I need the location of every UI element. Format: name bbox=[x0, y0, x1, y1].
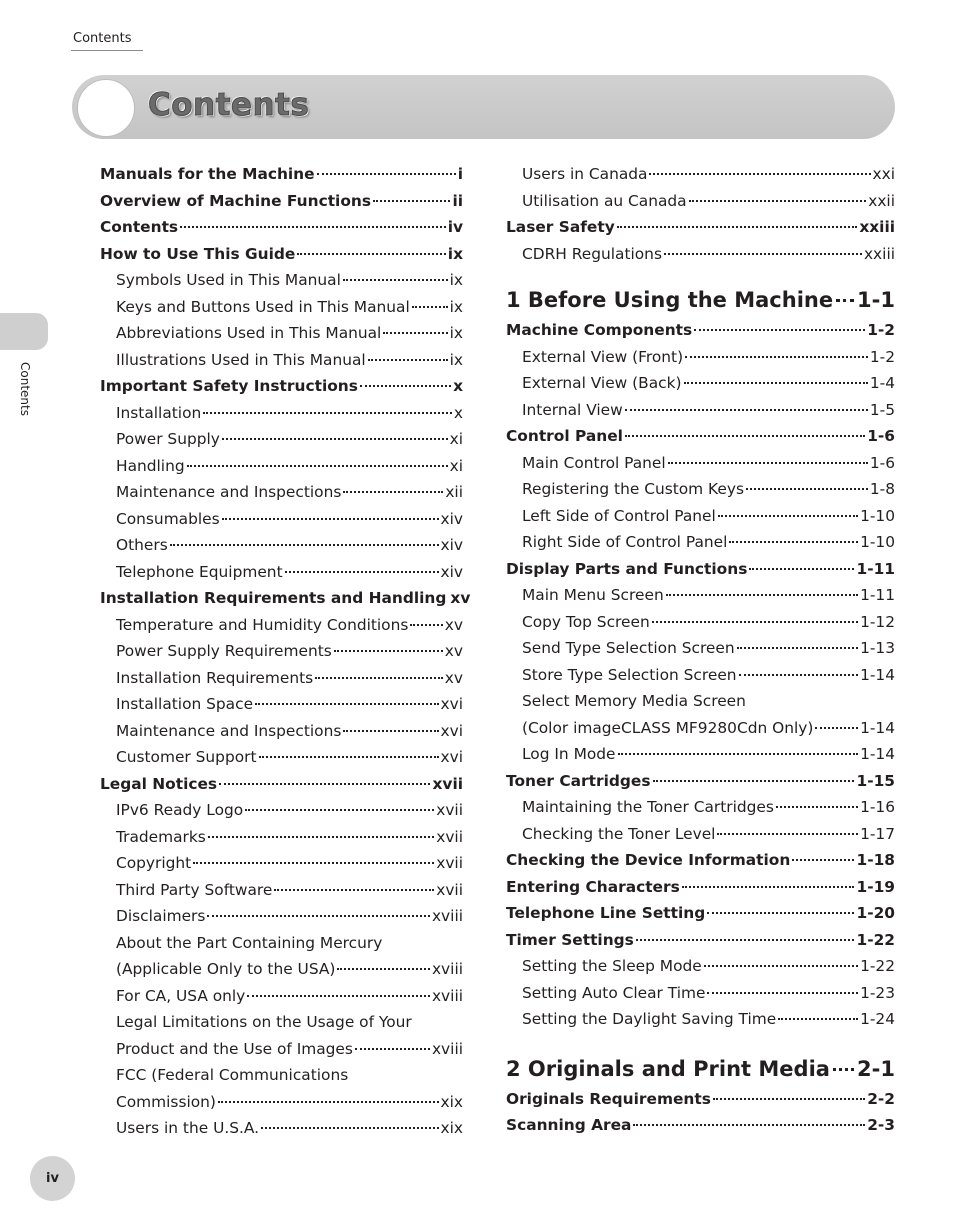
dot-leader bbox=[412, 306, 448, 308]
toc-entry-title: Installation Space bbox=[116, 695, 254, 713]
toc-entry-title: Store Type Selection Screen bbox=[522, 665, 737, 684]
toc-subentry[interactable] bbox=[100, 1009, 463, 1036]
toc-entry-page: xvii bbox=[436, 880, 463, 899]
toc-subentry[interactable] bbox=[100, 532, 463, 559]
dot-leader bbox=[274, 889, 434, 891]
toc-entry[interactable] bbox=[100, 373, 463, 400]
toc-entry-title: Right Side of Control Panel bbox=[522, 533, 728, 551]
toc-entry-title: Overview of Machine Functions bbox=[100, 191, 372, 210]
dot-leader bbox=[668, 462, 868, 464]
dot-leader bbox=[713, 1098, 865, 1100]
dot-leader bbox=[652, 621, 858, 623]
toc-entry-page: xiv bbox=[440, 509, 463, 528]
dot-leader bbox=[207, 915, 430, 917]
toc-entry[interactable] bbox=[100, 771, 463, 798]
toc-entry-title: Setting Auto Clear Time bbox=[522, 983, 706, 1002]
toc-entry-page: xxii bbox=[868, 191, 895, 210]
toc-subentry[interactable] bbox=[506, 503, 895, 530]
toc-entry-title: Legal Notices bbox=[100, 774, 218, 793]
toc-subentry[interactable] bbox=[100, 665, 463, 692]
dot-leader bbox=[383, 332, 447, 334]
dot-leader bbox=[360, 385, 451, 387]
toc-subentry[interactable] bbox=[100, 267, 463, 294]
toc-entry[interactable] bbox=[506, 847, 895, 874]
dot-leader bbox=[815, 727, 858, 729]
dot-leader bbox=[778, 1018, 858, 1020]
toc-subentry[interactable] bbox=[506, 953, 895, 980]
chapter-heading[interactable] bbox=[506, 1053, 895, 1086]
toc-entry-page: 1-10 bbox=[860, 533, 895, 551]
toc-entry-title: Maintenance and Inspections bbox=[116, 483, 342, 501]
dot-leader bbox=[219, 783, 430, 785]
toc-entry-title: Telephone Equipment bbox=[116, 562, 283, 581]
dot-leader bbox=[625, 409, 868, 411]
toc-entry-page: xix bbox=[440, 1119, 463, 1137]
dot-leader bbox=[718, 515, 858, 517]
toc-entry-title: Third Party Software bbox=[116, 880, 273, 899]
toc-entry-page: 1-2 bbox=[869, 347, 895, 366]
toc-entry-title: Temperature and Humidity Conditions bbox=[116, 615, 409, 634]
chapter-title: 1 Before Using the Machine bbox=[506, 288, 834, 312]
toc-entry-page: 1-6 bbox=[869, 453, 895, 472]
dot-leader bbox=[285, 571, 439, 573]
toc-entry-title: External View (Back) bbox=[522, 374, 682, 392]
toc-entry-page: 1-12 bbox=[860, 612, 895, 631]
toc-entry-page: x bbox=[453, 403, 463, 422]
toc-entry-title: How to Use This Guide bbox=[100, 244, 296, 263]
dot-leader bbox=[717, 833, 858, 835]
toc-entry-page: xxi bbox=[872, 165, 895, 183]
chapter-page: 2-1 bbox=[857, 1056, 895, 1081]
toc-entry-title: (Applicable Only to the USA) bbox=[116, 960, 336, 978]
toc-entry-title: Left Side of Control Panel bbox=[522, 506, 716, 525]
page-number: iv bbox=[30, 1156, 75, 1201]
toc-entry-page: 2-2 bbox=[867, 1089, 895, 1108]
toc-entry[interactable] bbox=[100, 214, 463, 241]
toc-entry-title: Display Parts and Functions bbox=[506, 559, 748, 578]
dot-leader bbox=[689, 200, 867, 202]
toc-entry-page: ix bbox=[447, 244, 463, 263]
dot-leader bbox=[633, 1124, 865, 1126]
toc-entry-page: 1-22 bbox=[856, 930, 895, 949]
dot-leader bbox=[222, 518, 439, 520]
toc-subentry[interactable] bbox=[506, 741, 895, 768]
toc-subentry[interactable] bbox=[506, 688, 895, 715]
dot-leader bbox=[707, 992, 858, 994]
toc-entry-title: Installation bbox=[116, 403, 202, 422]
toc-entry-page: xiv bbox=[440, 562, 463, 581]
toc-subentry[interactable] bbox=[100, 638, 463, 665]
toc-subentry[interactable] bbox=[100, 479, 463, 506]
toc-entry-title: Scanning Area bbox=[506, 1116, 632, 1134]
toc-subentry[interactable] bbox=[100, 1089, 463, 1116]
toc-entry-title: Copy Top Screen bbox=[522, 612, 650, 631]
toc-entry-page: 1-20 bbox=[856, 904, 895, 922]
toc-entry-page: xvi bbox=[440, 748, 463, 766]
toc-entry-page: xviii bbox=[431, 907, 463, 925]
toc-entry-title: FCC (Federal Communications bbox=[116, 1066, 349, 1084]
toc-entry-title: IPv6 Ready Logo bbox=[116, 801, 244, 819]
toc-subentry[interactable] bbox=[100, 718, 463, 745]
toc-entry-page: xviii bbox=[431, 960, 463, 978]
toc-entry-page: xv bbox=[444, 668, 463, 687]
toc-subentry[interactable] bbox=[100, 850, 463, 877]
toc-entry-page: 1-14 bbox=[860, 745, 895, 763]
side-tab-label: Contents bbox=[18, 362, 32, 416]
dot-leader bbox=[343, 730, 438, 732]
dot-leader bbox=[739, 674, 859, 676]
toc-subentry[interactable] bbox=[506, 241, 895, 268]
dot-leader bbox=[261, 1127, 438, 1129]
toc-entry-page: ix bbox=[449, 324, 463, 342]
toc-entry-title: Telephone Line Setting bbox=[506, 904, 706, 922]
dot-leader bbox=[649, 173, 870, 175]
toc-entry-page: 1-17 bbox=[860, 824, 895, 843]
toc-entry-page: 1-6 bbox=[867, 427, 895, 445]
toc-entry-title: Maintenance and Inspections bbox=[116, 721, 342, 740]
toc-entry-page: 1-14 bbox=[860, 665, 895, 684]
toc-subentry[interactable] bbox=[100, 453, 463, 480]
dot-leader bbox=[636, 939, 855, 941]
toc-entry-title: Abbreviations Used in This Manual bbox=[116, 324, 382, 342]
toc-entry-title: Copyright bbox=[116, 854, 192, 872]
toc-entry[interactable] bbox=[506, 768, 895, 795]
toc-entry-page: xv bbox=[444, 615, 463, 634]
toc-entry-title: CDRH Regulations bbox=[522, 244, 662, 263]
toc-subentry[interactable] bbox=[100, 877, 463, 904]
toc-entry-page: iv bbox=[447, 218, 463, 236]
banner-circle-decoration bbox=[77, 79, 135, 137]
toc-entry[interactable] bbox=[506, 214, 895, 241]
toc-subentry[interactable] bbox=[506, 344, 895, 371]
chapter-heading[interactable] bbox=[506, 284, 895, 317]
toc-subentry[interactable] bbox=[100, 1036, 463, 1063]
toc-entry-title: Setting the Daylight Saving Time bbox=[522, 1010, 777, 1028]
dot-leader bbox=[792, 859, 854, 861]
toc-subentry[interactable] bbox=[100, 956, 463, 983]
toc-entry[interactable] bbox=[506, 423, 895, 450]
toc-entry-page: 1-14 bbox=[860, 718, 895, 737]
dot-leader bbox=[297, 253, 445, 255]
dot-leader bbox=[208, 836, 434, 838]
dot-leader bbox=[355, 1048, 430, 1050]
toc-subentry[interactable] bbox=[100, 612, 463, 639]
toc-subentry[interactable] bbox=[506, 715, 895, 742]
toc-entry-page: xi bbox=[449, 456, 463, 475]
toc-entry-title: Handling bbox=[116, 456, 185, 475]
toc-subentry[interactable] bbox=[100, 744, 463, 771]
toc-subentry[interactable] bbox=[506, 980, 895, 1007]
toc-entry-page: 1-11 bbox=[860, 586, 895, 604]
dot-leader bbox=[187, 465, 448, 467]
toc-subentry[interactable] bbox=[506, 188, 895, 215]
dot-leader bbox=[685, 356, 868, 358]
toc-entry-title: For CA, USA only bbox=[116, 986, 246, 1005]
dot-leader bbox=[707, 912, 854, 914]
toc-entry-title: Utilisation au Canada bbox=[522, 191, 687, 210]
page-title: Contents bbox=[148, 87, 310, 123]
toc-entry-page: xviii bbox=[431, 986, 463, 1005]
dot-leader bbox=[625, 435, 865, 437]
toc-subentry[interactable] bbox=[506, 450, 895, 477]
dot-leader bbox=[618, 753, 859, 755]
toc-entry-title: About the Part Containing Mercury bbox=[116, 933, 383, 952]
dot-leader bbox=[180, 226, 446, 228]
toc-subentry[interactable] bbox=[100, 506, 463, 533]
dot-leader bbox=[247, 995, 430, 997]
dot-leader bbox=[334, 650, 443, 652]
dot-leader bbox=[737, 647, 858, 649]
toc-entry-title: Power Supply Requirements bbox=[116, 642, 332, 660]
toc-entry-title: Checking the Toner Level bbox=[522, 824, 716, 843]
toc-subentry[interactable] bbox=[506, 161, 895, 188]
toc-right-column bbox=[506, 161, 895, 1139]
dot-leader bbox=[343, 279, 448, 281]
toc-entry[interactable] bbox=[506, 556, 895, 583]
toc-entry-title: Registering the Custom Keys bbox=[522, 480, 744, 498]
toc-entry-title: Keys and Buttons Used in This Manual bbox=[116, 297, 410, 316]
toc-entry-title: Important Safety Instructions bbox=[100, 377, 358, 395]
toc-entry-title: Machine Components bbox=[506, 321, 693, 339]
toc-subentry[interactable] bbox=[100, 691, 463, 718]
dot-leader bbox=[373, 200, 450, 202]
dot-leader bbox=[653, 780, 855, 782]
toc-entry-page: xxiii bbox=[859, 218, 895, 236]
toc-subentry[interactable] bbox=[100, 1062, 463, 1089]
toc-subentry[interactable] bbox=[506, 529, 895, 556]
toc-entry-title: Checking the Device Information bbox=[506, 851, 791, 869]
toc-entry-title: Users in Canada bbox=[522, 165, 648, 183]
toc-subentry[interactable] bbox=[100, 930, 463, 957]
toc-entry-title: Legal Limitations on the Usage of Your bbox=[116, 1013, 412, 1031]
toc-entry-page: xvii bbox=[436, 801, 463, 819]
dot-leader bbox=[746, 488, 868, 490]
toc-subentry[interactable] bbox=[100, 347, 463, 374]
toc-entry[interactable] bbox=[506, 1086, 895, 1113]
dot-leader bbox=[617, 226, 858, 228]
toc-entry[interactable] bbox=[506, 874, 895, 901]
toc-entry-title: Toner Cartridges bbox=[506, 771, 651, 790]
toc-subentry[interactable] bbox=[506, 821, 895, 848]
dot-leader bbox=[259, 756, 439, 758]
toc-subentry[interactable] bbox=[100, 426, 463, 453]
toc-entry-page: 1-13 bbox=[860, 639, 895, 657]
dot-leader bbox=[337, 968, 430, 970]
toc-entry-page: ii bbox=[452, 191, 463, 210]
toc-entry-page: 1-5 bbox=[869, 400, 895, 419]
toc-entry-page: 1-24 bbox=[860, 1010, 895, 1028]
toc-entry-title: Product and the Use of Images bbox=[116, 1039, 353, 1058]
toc-entry-page: xvii bbox=[436, 827, 463, 846]
toc-subentry[interactable] bbox=[100, 824, 463, 851]
toc-entry-page: 1-18 bbox=[856, 851, 895, 869]
dot-leader bbox=[193, 862, 434, 864]
toc-subentry[interactable] bbox=[506, 582, 895, 609]
toc-subentry[interactable] bbox=[100, 903, 463, 930]
side-tab[interactable] bbox=[0, 313, 48, 350]
toc-subentry[interactable] bbox=[506, 635, 895, 662]
dot-leader bbox=[694, 329, 865, 331]
toc-entry-page: xii bbox=[445, 483, 463, 501]
toc-entry[interactable] bbox=[506, 900, 895, 927]
dot-leader bbox=[315, 677, 443, 679]
toc-entry-title: Timer Settings bbox=[506, 930, 634, 949]
toc-entry-title: Users in the U.S.A. bbox=[116, 1119, 260, 1137]
dot-leader bbox=[203, 412, 452, 414]
chapter-page: 1-1 bbox=[857, 288, 895, 312]
toc-left-column bbox=[100, 161, 471, 1142]
toc-entry-page: xiv bbox=[440, 536, 463, 554]
dot-leader bbox=[222, 438, 448, 440]
toc-entry-page: x bbox=[453, 377, 463, 395]
toc-entry-page: 1-23 bbox=[860, 983, 895, 1002]
toc-entry-title: Main Menu Screen bbox=[522, 586, 664, 604]
toc-subentry[interactable] bbox=[100, 294, 463, 321]
toc-entry-page: xvi bbox=[440, 721, 463, 740]
toc-entry-page: 1-2 bbox=[867, 321, 895, 339]
toc-entry-title: Manuals for the Machine bbox=[100, 165, 315, 183]
toc-entry-page: xvii bbox=[432, 774, 463, 793]
toc-entry-title: Symbols Used in This Manual bbox=[116, 271, 341, 289]
toc-entry[interactable] bbox=[100, 161, 463, 188]
toc-entry[interactable] bbox=[100, 188, 463, 215]
toc-entry[interactable] bbox=[506, 317, 895, 344]
dot-leader bbox=[682, 886, 855, 888]
dot-leader bbox=[245, 809, 434, 811]
toc-entry-title: Setting the Sleep Mode bbox=[522, 957, 702, 975]
toc-entry-title: Installation Requirements bbox=[116, 668, 314, 687]
dot-leader bbox=[833, 1068, 854, 1071]
toc-entry-title: Send Type Selection Screen bbox=[522, 639, 735, 657]
dot-leader bbox=[410, 624, 442, 626]
header-rule bbox=[71, 50, 143, 51]
toc-entry-title: Consumables bbox=[116, 509, 220, 528]
toc-entry-page: xi bbox=[449, 430, 463, 448]
toc-entry-page: i bbox=[457, 165, 463, 183]
toc-entry-page: 1-16 bbox=[860, 798, 895, 816]
toc-entry[interactable] bbox=[100, 241, 463, 268]
running-header: Contents bbox=[73, 31, 132, 46]
toc-entry-page: 1-19 bbox=[856, 877, 895, 896]
chapter-title: 2 Originals and Print Media bbox=[506, 1056, 830, 1081]
dot-leader bbox=[666, 594, 858, 596]
dot-leader bbox=[218, 1101, 439, 1103]
toc-entry-title: Log In Mode bbox=[522, 745, 616, 763]
dot-leader bbox=[704, 965, 858, 967]
dot-leader bbox=[343, 491, 443, 493]
toc-subentry[interactable] bbox=[100, 320, 463, 347]
toc-subentry[interactable] bbox=[506, 662, 895, 689]
dot-leader bbox=[684, 382, 868, 384]
toc-entry-title: Illustrations Used in This Manual bbox=[116, 350, 366, 369]
toc-entry-page: 1-4 bbox=[869, 374, 895, 392]
toc-entry-page: ix bbox=[449, 297, 463, 316]
toc-entry-title: Main Control Panel bbox=[522, 453, 666, 472]
toc-entry-title: Disclaimers bbox=[116, 907, 206, 925]
toc-subentry[interactable] bbox=[100, 983, 463, 1010]
toc-entry-page: xvi bbox=[440, 695, 463, 713]
dot-leader bbox=[255, 703, 438, 705]
toc-entry-page: 1-10 bbox=[860, 506, 895, 525]
toc-entry-title: Trademarks bbox=[116, 827, 206, 846]
toc-entry[interactable] bbox=[506, 927, 895, 954]
toc-entry-title: Customer Support bbox=[116, 748, 257, 766]
toc-entry-title: External View (Front) bbox=[522, 347, 684, 366]
toc-entry[interactable] bbox=[100, 585, 471, 612]
dot-leader bbox=[170, 544, 439, 546]
toc-entry-title: Originals Requirements bbox=[506, 1089, 711, 1108]
toc-entry[interactable] bbox=[506, 1112, 895, 1139]
toc-subentry[interactable] bbox=[506, 609, 895, 636]
toc-entry-page: ix bbox=[449, 271, 463, 289]
dot-leader bbox=[317, 173, 456, 175]
toc-entry-page: xix bbox=[440, 1092, 463, 1111]
toc-subentry[interactable] bbox=[100, 1115, 463, 1142]
dot-leader bbox=[836, 299, 854, 302]
toc-entry-page: 2-3 bbox=[867, 1116, 895, 1134]
toc-subentry[interactable] bbox=[506, 794, 895, 821]
toc-entry-title: Control Panel bbox=[506, 427, 623, 445]
toc-entry-page: xvii bbox=[436, 854, 463, 872]
dot-leader bbox=[664, 253, 862, 255]
toc-subentry[interactable] bbox=[506, 370, 895, 397]
toc-entry-title: Power Supply bbox=[116, 430, 220, 448]
toc-entry-title: Select Memory Media Screen bbox=[522, 692, 746, 710]
toc-entry-title: (Color imageCLASS MF9280Cdn Only) bbox=[522, 718, 814, 737]
toc-subentry[interactable] bbox=[506, 1006, 895, 1033]
toc-entry-page: xviii bbox=[431, 1039, 463, 1058]
toc-entry-title: Entering Characters bbox=[506, 877, 680, 896]
dot-leader bbox=[749, 568, 854, 570]
toc-subentry[interactable] bbox=[506, 397, 895, 424]
toc-entry-title: Maintaining the Toner Cartridges bbox=[522, 798, 774, 816]
toc-entry-page: 1-11 bbox=[856, 559, 895, 578]
dot-leader bbox=[729, 541, 858, 543]
dot-leader bbox=[776, 806, 858, 808]
toc-entry-title: Commission) bbox=[116, 1092, 216, 1111]
toc-entry-title: Laser Safety bbox=[506, 218, 615, 236]
toc-entry-title: Internal View bbox=[522, 400, 623, 419]
toc-entry-page: 1-8 bbox=[869, 480, 895, 498]
toc-entry-page: ix bbox=[449, 350, 463, 369]
dot-leader bbox=[368, 359, 448, 361]
toc-entry-page: xv bbox=[450, 589, 471, 607]
toc-subentry[interactable] bbox=[100, 797, 463, 824]
toc-entry-page: xv bbox=[444, 642, 463, 660]
toc-subentry[interactable] bbox=[100, 400, 463, 427]
toc-subentry[interactable] bbox=[100, 559, 463, 586]
toc-entry-title: Others bbox=[116, 536, 168, 554]
toc-entry-title: Contents bbox=[100, 218, 179, 236]
toc-entry-page: 1-15 bbox=[856, 771, 895, 790]
toc-entry-page: 1-22 bbox=[860, 957, 895, 975]
toc-entry-page: xxiii bbox=[863, 244, 895, 263]
toc-entry-title: Installation Requirements and Handling bbox=[100, 589, 447, 607]
toc-subentry[interactable] bbox=[506, 476, 895, 503]
